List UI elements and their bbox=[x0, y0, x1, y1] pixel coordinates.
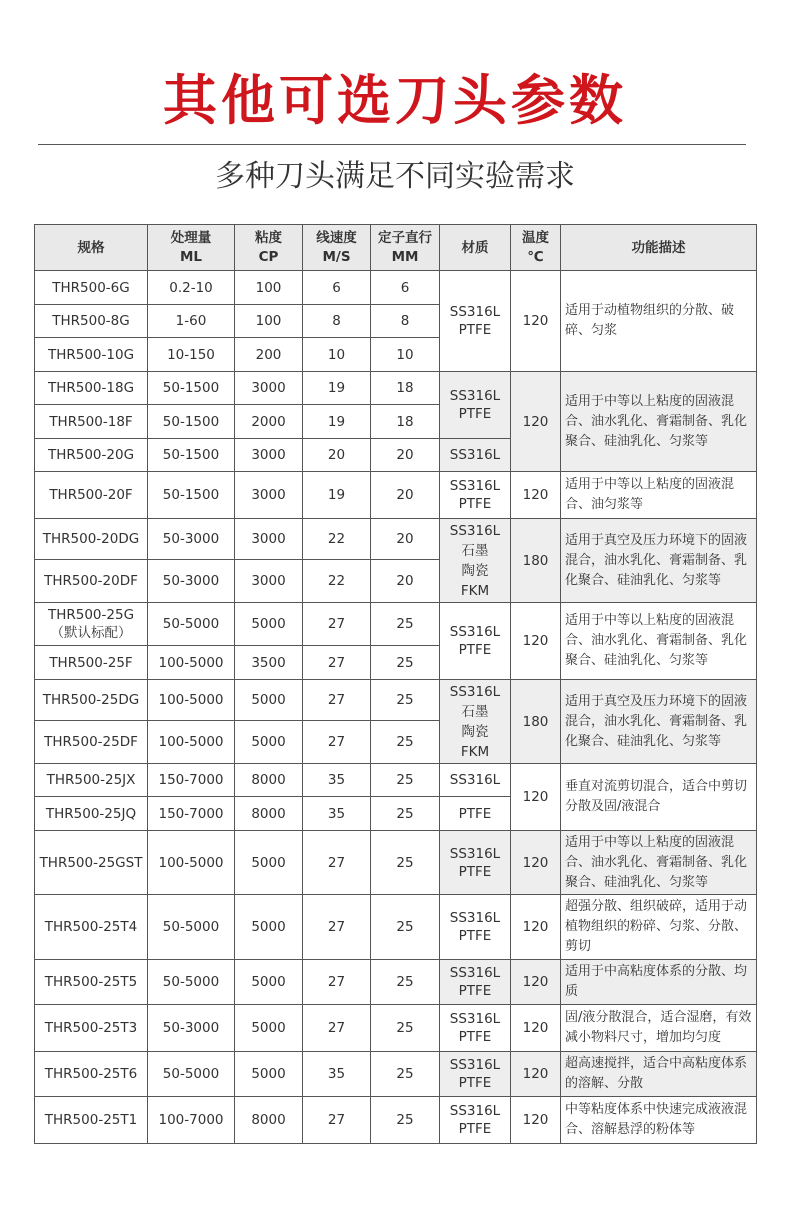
viscosity-cell: 8000 bbox=[235, 1097, 303, 1144]
spec-cell: THR500-6G bbox=[35, 271, 148, 305]
stator-cell: 25 bbox=[371, 646, 440, 680]
function-cell: 适用于动植物组织的分散、破碎、匀浆 bbox=[561, 271, 757, 372]
header-temp: 温度 ℃ bbox=[511, 225, 561, 271]
table-row bbox=[35, 372, 757, 405]
speed-cell: 10 bbox=[303, 338, 371, 372]
header-stator: 定子直行 MM bbox=[371, 225, 440, 271]
stator-cell: 18 bbox=[371, 405, 440, 439]
blade-spec-table bbox=[34, 224, 757, 1144]
viscosity-cell: 5000 bbox=[235, 831, 303, 895]
capacity-cell: 50-3000 bbox=[148, 519, 235, 560]
table-row bbox=[35, 764, 757, 797]
capacity-cell: 50-1500 bbox=[148, 372, 235, 405]
spec-cell: THR500-25DG bbox=[35, 680, 148, 721]
stator-cell: 25 bbox=[371, 1052, 440, 1097]
function-cell: 适用于真空及压力环境下的固液混合，油水乳化、膏霜制备、乳化聚合、硅油乳化、匀浆等 bbox=[561, 519, 757, 603]
viscosity-cell: 3000 bbox=[235, 472, 303, 519]
table-row bbox=[35, 472, 757, 519]
speed-cell: 20 bbox=[303, 439, 371, 472]
material-cell: SS316L bbox=[440, 439, 511, 472]
viscosity-cell: 5000 bbox=[235, 960, 303, 1005]
stator-cell: 20 bbox=[371, 439, 440, 472]
capacity-cell: 50-1500 bbox=[148, 405, 235, 439]
spec-cell: THR500-25GST bbox=[35, 831, 148, 895]
viscosity-cell: 5000 bbox=[235, 721, 303, 764]
temp-cell: 120 bbox=[511, 472, 561, 519]
viscosity-cell: 5000 bbox=[235, 603, 303, 646]
spec-cell: THR500-18G bbox=[35, 372, 148, 405]
table-row bbox=[35, 960, 757, 1005]
temp-cell: 120 bbox=[511, 271, 561, 372]
stator-cell: 25 bbox=[371, 603, 440, 646]
speed-cell: 19 bbox=[303, 405, 371, 439]
speed-cell: 27 bbox=[303, 1097, 371, 1144]
viscosity-cell: 8000 bbox=[235, 797, 303, 831]
stator-cell: 25 bbox=[371, 797, 440, 831]
function-cell: 适用于中等以上粘度的固液混合、油水乳化、膏霜制备、乳化聚合、硅油乳化、匀浆等 bbox=[561, 372, 757, 472]
spec-cell: THR500-20F bbox=[35, 472, 148, 519]
viscosity-cell: 3000 bbox=[235, 439, 303, 472]
stator-cell: 25 bbox=[371, 831, 440, 895]
speed-cell: 19 bbox=[303, 472, 371, 519]
stator-cell: 25 bbox=[371, 680, 440, 721]
capacity-cell: 50-5000 bbox=[148, 603, 235, 646]
viscosity-cell: 3000 bbox=[235, 519, 303, 560]
speed-cell: 35 bbox=[303, 764, 371, 797]
viscosity-cell: 3000 bbox=[235, 372, 303, 405]
speed-cell: 35 bbox=[303, 797, 371, 831]
stator-cell: 18 bbox=[371, 372, 440, 405]
temp-cell: 180 bbox=[511, 680, 561, 764]
capacity-cell: 100-5000 bbox=[148, 646, 235, 680]
temp-cell: 120 bbox=[511, 895, 561, 960]
spec-cell: THR500-25T4 bbox=[35, 895, 148, 960]
spec-cell: THR500-25T3 bbox=[35, 1005, 148, 1052]
speed-cell: 22 bbox=[303, 560, 371, 603]
speed-cell: 27 bbox=[303, 603, 371, 646]
speed-cell: 27 bbox=[303, 721, 371, 764]
material-cell: SS316L PTFE bbox=[440, 271, 511, 372]
capacity-cell: 100-7000 bbox=[148, 1097, 235, 1144]
viscosity-cell: 3500 bbox=[235, 646, 303, 680]
stator-cell: 20 bbox=[371, 472, 440, 519]
temp-cell: 120 bbox=[511, 764, 561, 831]
header-material: 材质 bbox=[440, 225, 511, 271]
temp-cell: 120 bbox=[511, 960, 561, 1005]
viscosity-cell: 5000 bbox=[235, 1052, 303, 1097]
stator-cell: 10 bbox=[371, 338, 440, 372]
capacity-cell: 50-3000 bbox=[148, 1005, 235, 1052]
material-cell: SS316L 石墨 陶瓷 FKM bbox=[440, 680, 511, 764]
function-cell: 适用于中等以上粘度的固液混合、油水乳化、膏霜制备、乳化聚合、硅油乳化、匀浆等 bbox=[561, 603, 757, 680]
capacity-cell: 50-5000 bbox=[148, 960, 235, 1005]
material-cell: PTFE bbox=[440, 797, 511, 831]
speed-cell: 27 bbox=[303, 1005, 371, 1052]
capacity-cell: 150-7000 bbox=[148, 764, 235, 797]
header-function: 功能描述 bbox=[561, 225, 757, 271]
spec-cell: THR500-18F bbox=[35, 405, 148, 439]
temp-cell: 120 bbox=[511, 831, 561, 895]
temp-cell: 120 bbox=[511, 603, 561, 680]
header-capacity: 处理量 ML bbox=[148, 225, 235, 271]
speed-cell: 22 bbox=[303, 519, 371, 560]
viscosity-cell: 200 bbox=[235, 338, 303, 372]
speed-cell: 19 bbox=[303, 372, 371, 405]
table-row bbox=[35, 1097, 757, 1144]
spec-cell: THR500-10G bbox=[35, 338, 148, 372]
table-row bbox=[35, 1052, 757, 1097]
table-header-row bbox=[35, 225, 757, 271]
material-cell: SS316L PTFE bbox=[440, 1097, 511, 1144]
temp-cell: 120 bbox=[511, 1052, 561, 1097]
table-row bbox=[35, 271, 757, 305]
material-cell: SS316L PTFE bbox=[440, 1052, 511, 1097]
stator-cell: 25 bbox=[371, 764, 440, 797]
spec-cell: THR500-25T5 bbox=[35, 960, 148, 1005]
capacity-cell: 0.2-10 bbox=[148, 271, 235, 305]
material-cell: SS316L PTFE bbox=[440, 1005, 511, 1052]
speed-cell: 6 bbox=[303, 271, 371, 305]
page-subtitle: 多种刀头满足不同实验需求 bbox=[215, 159, 575, 194]
spec-cell-default: THR500-25G （默认标配） bbox=[35, 603, 148, 646]
stator-cell: 8 bbox=[371, 305, 440, 338]
header-viscosity: 粘度 CP bbox=[235, 225, 303, 271]
viscosity-cell: 8000 bbox=[235, 764, 303, 797]
viscosity-cell: 5000 bbox=[235, 680, 303, 721]
spec-cell: THR500-25T1 bbox=[35, 1097, 148, 1144]
stator-cell: 6 bbox=[371, 271, 440, 305]
capacity-cell: 50-5000 bbox=[148, 895, 235, 960]
material-cell: SS316L PTFE bbox=[440, 960, 511, 1005]
material-cell: SS316L PTFE bbox=[440, 603, 511, 680]
stator-cell: 25 bbox=[371, 895, 440, 960]
capacity-cell: 50-5000 bbox=[148, 1052, 235, 1097]
speed-cell: 35 bbox=[303, 1052, 371, 1097]
capacity-cell: 50-1500 bbox=[148, 472, 235, 519]
speed-cell: 27 bbox=[303, 895, 371, 960]
function-cell: 适用于中高粘度体系的分散、均质 bbox=[561, 960, 757, 1005]
capacity-cell: 1-60 bbox=[148, 305, 235, 338]
spec-cell: THR500-20DG bbox=[35, 519, 148, 560]
material-cell: SS316L 石墨 陶瓷 FKM bbox=[440, 519, 511, 603]
temp-cell: 180 bbox=[511, 519, 561, 603]
spec-cell: THR500-8G bbox=[35, 305, 148, 338]
function-cell: 超强分散、组织破碎，适用于动植物组织的粉碎、匀浆、分散、剪切 bbox=[561, 895, 757, 960]
function-cell: 适用于中等以上粘度的固液混合、油匀浆等 bbox=[561, 472, 757, 519]
table-row bbox=[35, 680, 757, 721]
spec-cell: THR500-25JQ bbox=[35, 797, 148, 831]
material-cell: SS316L PTFE bbox=[440, 831, 511, 895]
temp-cell: 120 bbox=[511, 372, 561, 472]
temp-cell: 120 bbox=[511, 1097, 561, 1144]
table-row bbox=[35, 895, 757, 960]
function-cell: 超高速搅拌，适合中高粘度体系的溶解、分散 bbox=[561, 1052, 757, 1097]
speed-cell: 8 bbox=[303, 305, 371, 338]
capacity-cell: 100-5000 bbox=[148, 680, 235, 721]
function-cell: 适用于真空及压力环境下的固液混合，油水乳化、膏霜制备、乳化聚合、硅油乳化、匀浆等 bbox=[561, 680, 757, 764]
stator-cell: 20 bbox=[371, 519, 440, 560]
stator-cell: 25 bbox=[371, 1097, 440, 1144]
function-cell: 中等粘度体系中快速完成液液混合、溶解悬浮的粉体等 bbox=[561, 1097, 757, 1144]
speed-cell: 27 bbox=[303, 960, 371, 1005]
material-cell: SS316L PTFE bbox=[440, 472, 511, 519]
spec-cell: THR500-25JX bbox=[35, 764, 148, 797]
spec-cell: THR500-25DF bbox=[35, 721, 148, 764]
speed-cell: 27 bbox=[303, 680, 371, 721]
function-cell: 固/液分散混合，适合湿磨，有效减小物料尺寸，增加均匀度 bbox=[561, 1005, 757, 1052]
viscosity-cell: 3000 bbox=[235, 560, 303, 603]
table-row bbox=[35, 1005, 757, 1052]
header-spec: 规格 bbox=[35, 225, 148, 271]
title-divider bbox=[38, 144, 746, 145]
function-cell: 适用于中等以上粘度的固液混合、油水乳化、膏霜制备、乳化聚合、硅油乳化、匀浆等 bbox=[561, 831, 757, 895]
material-cell: SS316L PTFE bbox=[440, 372, 511, 439]
table-row bbox=[35, 831, 757, 895]
speed-cell: 27 bbox=[303, 646, 371, 680]
spec-cell: THR500-25F bbox=[35, 646, 148, 680]
temp-cell: 120 bbox=[511, 1005, 561, 1052]
capacity-cell: 100-5000 bbox=[148, 721, 235, 764]
stator-cell: 25 bbox=[371, 960, 440, 1005]
spec-cell: THR500-20DF bbox=[35, 560, 148, 603]
material-cell: SS316L PTFE bbox=[440, 895, 511, 960]
spec-cell: THR500-25T6 bbox=[35, 1052, 148, 1097]
capacity-cell: 150-7000 bbox=[148, 797, 235, 831]
page-title: 其他可选刀头参数 bbox=[163, 69, 627, 132]
table-row bbox=[35, 519, 757, 560]
viscosity-cell: 100 bbox=[235, 271, 303, 305]
viscosity-cell: 5000 bbox=[235, 895, 303, 960]
spec-cell: THR500-20G bbox=[35, 439, 148, 472]
viscosity-cell: 5000 bbox=[235, 1005, 303, 1052]
header-speed: 线速度 M/S bbox=[303, 225, 371, 271]
stator-cell: 25 bbox=[371, 721, 440, 764]
capacity-cell: 50-1500 bbox=[148, 439, 235, 472]
capacity-cell: 100-5000 bbox=[148, 831, 235, 895]
stator-cell: 25 bbox=[371, 1005, 440, 1052]
speed-cell: 27 bbox=[303, 831, 371, 895]
viscosity-cell: 100 bbox=[235, 305, 303, 338]
function-cell: 垂直对流剪切混合，适合中剪切分散及固/液混合 bbox=[561, 764, 757, 831]
capacity-cell: 10-150 bbox=[148, 338, 235, 372]
stator-cell: 20 bbox=[371, 560, 440, 603]
capacity-cell: 50-3000 bbox=[148, 560, 235, 603]
material-cell: SS316L bbox=[440, 764, 511, 797]
table-row bbox=[35, 603, 757, 646]
viscosity-cell: 2000 bbox=[235, 405, 303, 439]
